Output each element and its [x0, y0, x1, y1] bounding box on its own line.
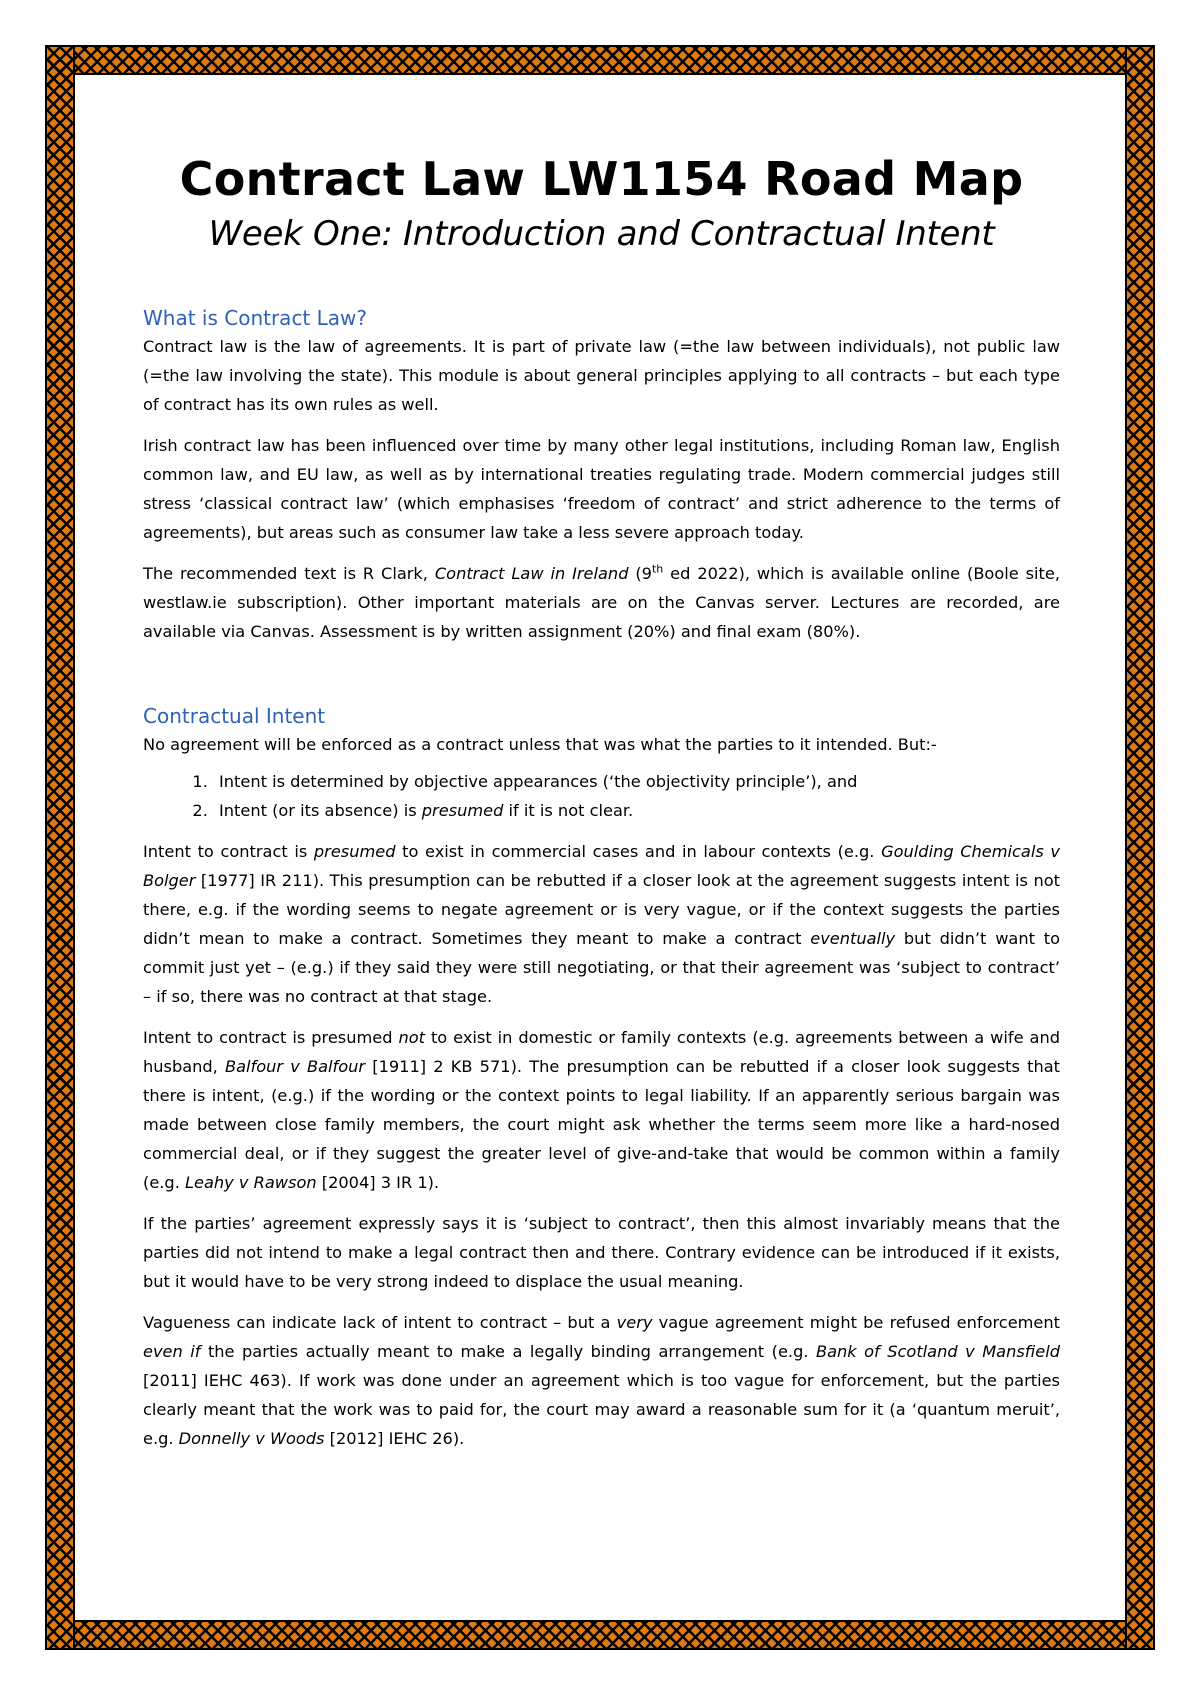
- case-name: Goulding Chemicals v Bolger: [143, 842, 1060, 890]
- paragraph: Intent to contract is presumed not to exist in domestic or family contexts (e.g. agreements between a wife and husband, Balfour v Balfour [1911] 2 KB 571). The presumption can be rebutted if a closer look suggests that there is intent, (e.g.) if the wording or the context points to legal liability. If an apparently serious bargain was made between close family members, the court might ask whether the terms seem more like a hard-nosed commercial deal, or if they suggest the greater level of give-and-take that would be common within a family (e.g. Leahy v Rawson [2004] 3 IR 1).: [143, 1028, 1060, 1192]
- page-subtitle: Week One: Introduction and Contractual Intent: [208, 214, 995, 254]
- paragraph: The recommended text is R Clark, Contract Law in Ireland (9th ed 2022), which is available online (Boole site, westlaw.ie subscription). Other important materials are on the Canvas server. Lectures are recorded, are available via Canvas. Assessment is by written assignment (20%) and final exam (80%).: [143, 562, 1060, 641]
- paragraph: Contract law is the law of agreements. It is part of private law (=the law between individuals), not public law (=the law involving the state). This module is about general principles applying to all contracts – but each type of contract has its own rules as well.: [143, 337, 1060, 414]
- case-name: Leahy v Rawson: [185, 1173, 317, 1192]
- book-title: Contract Law in Ireland: [434, 564, 629, 583]
- section-heading-what-is-contract-law: What is Contract Law?: [143, 306, 368, 330]
- list-item: 1. Intent is determined by objective appearances (‘the objectivity principle’), and: [213, 767, 1060, 796]
- decorative-border-right: [1125, 45, 1155, 1650]
- page-title: Contract Law LW1154 Road Map: [179, 152, 1024, 206]
- list-item: 2. Intent (or its absence) is presumed if it is not clear.: [213, 796, 1060, 825]
- document-body: [143, 150, 1060, 1465]
- decorative-border-bottom: [45, 1620, 1155, 1650]
- case-name: Donnelly v Woods: [178, 1429, 325, 1448]
- case-name: Balfour v Balfour: [225, 1057, 366, 1076]
- paragraph: Intent to contract is presumed to exist in commercial cases and in labour contexts (e.g. Goulding Chemicals v Bolger [1977] IR 211). This presumption can be rebutted if a closer look at the agreement suggests intent is not there, e.g. if the wording seems to negate agreement or is very vague, or if the context suggests the parties didn’t mean to make a contract. Sometimes they meant to make a contract eventually but didn’t want to commit just yet – (e.g.) if they said they were still negotiating, or that their agreement was ‘subject to contract’ – if so, there was no contract at that stage.: [143, 842, 1061, 1006]
- paragraph: No agreement will be enforced as a contract unless that was what the parties to it intended. But:-: [143, 735, 937, 754]
- paragraph: Irish contract law has been influenced over time by many other legal institutions, including Roman law, English common law, and EU law, as well as by international treaties regulating trade. Modern commercial judges still stress ‘classical contract law’ (which emphasises ‘freedom of contract’ and strict adherence to the terms of agreements), but areas such as consumer law take a less severe approach today.: [143, 436, 1060, 542]
- decorative-border-left: [45, 45, 75, 1650]
- case-name: Bank of Scotland v Mansfield: [816, 1342, 1060, 1361]
- decorative-border-top: [45, 45, 1155, 75]
- paragraph: Vagueness can indicate lack of intent to contract – but a very vague agreement might be refused enforcement even if the parties actually meant to make a legally binding arrangement (e.g. Bank of Scotland v Mansfield [2011] IEHC 463). If work was done under an agreement which is too vague for enforcement, but the parties clearly meant that the work was to paid for, the court may award a reasonable sum for it (a ‘quantum meruit’, e.g. Donnelly v Woods [2012] IEHC 26).: [143, 1313, 1060, 1448]
- section-heading-contractual-intent: Contractual Intent: [143, 704, 326, 728]
- paragraph: If the parties’ agreement expressly says it is ‘subject to contract’, then this almost invariably means that the parties did not intend to make a legal contract then and there. Contrary evidence can be introduced if it exists, but it would have to be very strong indeed to displace the usual meaning.: [143, 1214, 1060, 1291]
- numbered-list: [143, 767, 1060, 825]
